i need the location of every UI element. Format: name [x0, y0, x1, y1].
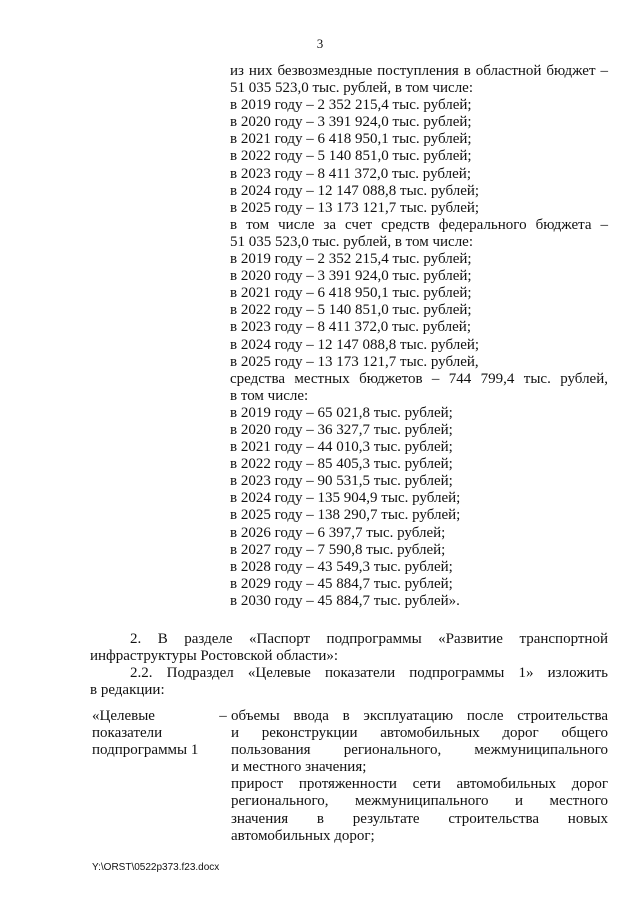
indicator-line: автомобильных дорог; — [231, 827, 375, 844]
budget-line: в том числе за счет средств федерального бюджета – — [230, 216, 608, 233]
indicator-line: и местного значения; — [231, 759, 367, 776]
budget-line: в том числе: — [230, 387, 309, 404]
label-line: «Целевые — [92, 708, 155, 724]
budget-line: в 2022 году – 5 140 851,0 тыс. рублей; — [230, 148, 472, 165]
label-line: показатели — [92, 725, 163, 742]
budget-line: в 2020 году – 3 391 924,0 тыс. рублей; — [230, 268, 472, 285]
page-number: 3 — [316, 36, 324, 51]
budget-line: 51 035 523,0 тыс. рублей, в том числе: — [230, 80, 474, 97]
budget-line: в 2027 году – 7 590,8 тыс. рублей; — [230, 541, 446, 558]
budget-text-block — [230, 63, 608, 610]
amendment-section — [90, 631, 608, 699]
budget-line: в 2022 году – 85 405,3 тыс. рублей; — [230, 456, 453, 473]
budget-line: в 2030 году – 45 884,7 тыс. рублей». — [230, 592, 460, 609]
budget-line: в 2022 году – 5 140 851,0 тыс. рублей; — [230, 302, 472, 319]
budget-line: в 2023 году – 8 411 372,0 тыс. рублей; — [230, 165, 471, 182]
budget-line: в 2028 году – 43 549,3 тыс. рублей; — [230, 558, 453, 575]
budget-line: в 2020 году – 36 327,7 тыс. рублей; — [230, 421, 453, 438]
budget-line: в 2025 году – 13 173 121,7 тыс. рублей, — [230, 353, 479, 370]
dash-separator: – — [219, 708, 227, 724]
budget-line: в 2023 году – 90 531,5 тыс. рублей; — [230, 473, 453, 490]
budget-line: в 2019 году – 2 352 215,4 тыс. рублей; — [230, 97, 472, 114]
target-indicators-label — [92, 708, 212, 759]
subsection-line: 2.2. Подраздел «Целевые показатели подпрограммы 1» изложить — [130, 665, 608, 682]
budget-line: из них безвозмездные поступления в областной бюджет – — [230, 63, 608, 79]
budget-line: в 2021 году – 6 418 950,1 тыс. рублей; — [230, 131, 472, 148]
target-indicators-content — [231, 708, 608, 845]
subsection-line: в редакции: — [90, 682, 165, 699]
budget-line: в 2024 году – 12 147 088,8 тыс. рублей; — [230, 336, 480, 353]
budget-line: в 2024 году – 12 147 088,8 тыс. рублей; — [230, 182, 480, 199]
indicator-line: регионального, межмуниципального и местного — [231, 793, 608, 810]
budget-line: в 2020 году – 3 391 924,0 тыс. рублей; — [230, 114, 472, 131]
budget-line: в 2026 году – 6 397,7 тыс. рублей; — [230, 524, 446, 541]
indicator-line: и реконструкции автомобильных дорог общего — [231, 725, 608, 742]
budget-line: в 2029 году – 45 884,7 тыс. рублей; — [230, 575, 453, 592]
section-heading-line: 2. В разделе «Паспорт подпрограммы «Развитие транспортной — [130, 631, 608, 647]
budget-line: в 2019 году – 2 352 215,4 тыс. рублей; — [230, 251, 472, 268]
budget-line: в 2025 году – 13 173 121,7 тыс. рублей; — [230, 199, 480, 216]
indicator-line: значения в результате строительства новых — [231, 810, 608, 827]
budget-line: 51 035 523,0 тыс. рублей, в том числе: — [230, 233, 474, 250]
file-path-footer: Y:\ORST\0522p373.f23.docx — [92, 862, 220, 873]
label-line: подпрограммы 1 — [92, 742, 199, 759]
budget-line: в 2021 году – 6 418 950,1 тыс. рублей; — [230, 285, 472, 302]
indicator-line: объемы ввода в эксплуатацию после строительства — [231, 708, 608, 724]
indicator-line: прирост протяженности сети автомобильных дорог — [231, 776, 608, 793]
budget-line: в 2025 году – 138 290,7 тыс. рублей; — [230, 507, 461, 524]
indicator-line: пользования регионального, межмуниципального — [231, 742, 608, 759]
budget-line: в 2021 году – 44 010,3 тыс. рублей; — [230, 439, 453, 456]
budget-line: в 2024 году – 135 904,9 тыс. рублей; — [230, 490, 461, 507]
section-heading-line: инфраструктуры Ростовской области»: — [90, 648, 339, 665]
budget-line: в 2023 году – 8 411 372,0 тыс. рублей; — [230, 319, 471, 336]
budget-line: в 2019 году – 65 021,8 тыс. рублей; — [230, 404, 453, 421]
budget-line: средства местных бюджетов – 744 799,4 тыс. рублей, — [230, 370, 608, 387]
